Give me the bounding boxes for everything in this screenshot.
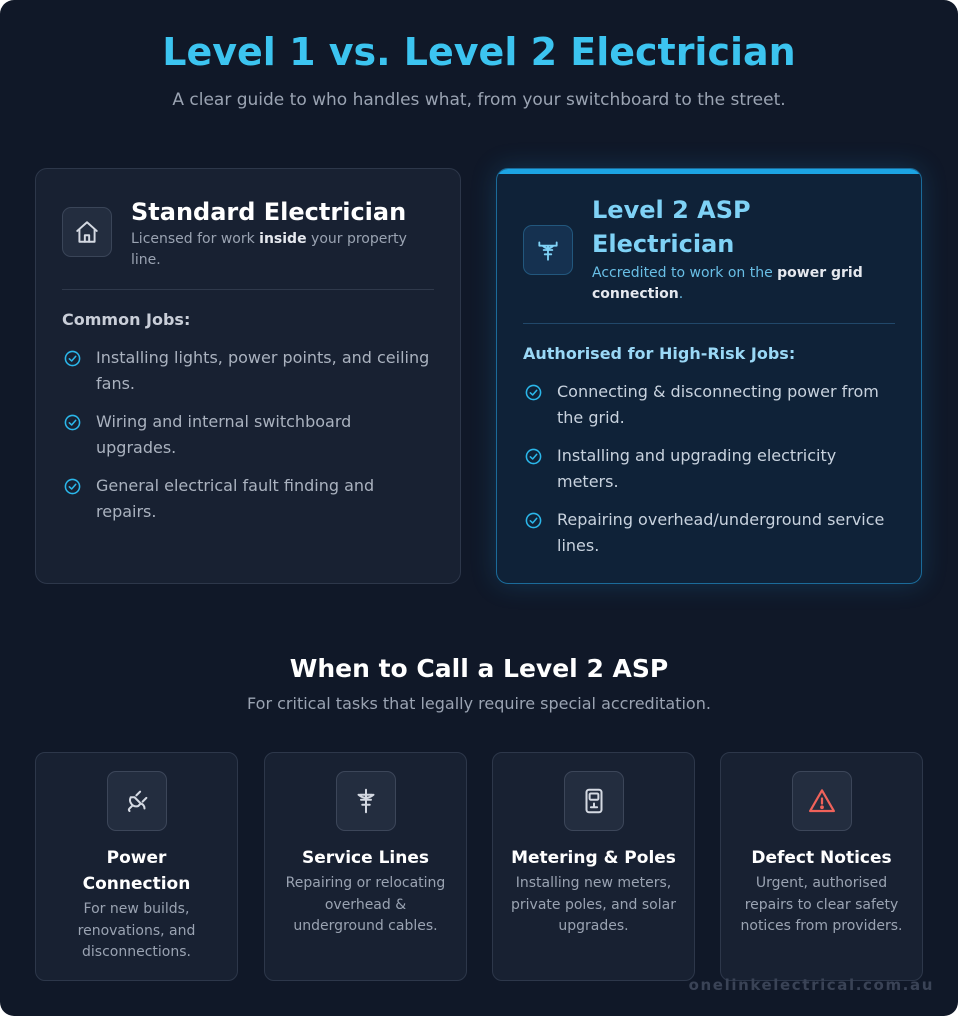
level2-asp-card (496, 168, 922, 584)
tile-name: Metering & Poles (511, 848, 676, 868)
tile-description: Repairing or relocating overhead & underground cables. (285, 875, 446, 934)
list-item: Installing and upgrading electricity meters. (523, 443, 897, 495)
house-icon (62, 207, 112, 257)
tile-description: For new builds, renovations, and disconnections. (77, 901, 196, 960)
check-circle-icon (64, 478, 81, 495)
list-item: Repairing overhead/underground service lines. (523, 507, 897, 559)
tile-defect-notices (720, 752, 923, 981)
accent-bar (497, 169, 921, 174)
section-subtitle: For critical tasks that legally require special accreditation. (247, 694, 711, 713)
tile-service-lines (264, 752, 467, 981)
tile-metering-poles (492, 752, 695, 981)
check-circle-icon (525, 384, 542, 401)
divider (62, 289, 434, 290)
service-line-icon (336, 771, 396, 831)
tile-name: Defect Notices (751, 848, 892, 868)
website-watermark: onelinkelectrical.com.au (688, 976, 934, 994)
common-jobs-list (62, 345, 436, 537)
high-risk-jobs-heading: Authorised for High-Risk Jobs: (523, 344, 796, 363)
high-risk-jobs-list (523, 379, 897, 571)
page-title: Level 1 vs. Level 2 Electrician (162, 30, 796, 74)
standard-card-title: Standard Electrician (131, 198, 407, 226)
standard-electrician-card (35, 168, 461, 584)
asp-card-title: Level 2 ASP Electrician (592, 196, 751, 258)
meter-icon (564, 771, 624, 831)
standard-card-description: Licensed for work inside your property line. (131, 231, 407, 268)
section-title: When to Call a Level 2 ASP (289, 654, 669, 683)
tile-name: Power Connection (82, 848, 191, 894)
divider (523, 323, 895, 324)
plug-icon (107, 771, 167, 831)
warning-icon (792, 771, 852, 831)
list-item: Wiring and internal switchboard upgrades. (62, 409, 436, 461)
check-circle-icon (64, 350, 81, 367)
tile-description: Installing new meters, private poles, and solar upgrades. (511, 875, 676, 934)
page-subtitle: A clear guide to who handles what, from your switchboard to the street. (172, 90, 786, 110)
list-item: Installing lights, power points, and ceiling fans. (62, 345, 436, 397)
asp-card-description: Accredited to work on the power grid connection. (592, 265, 863, 302)
list-item: Connecting & disconnecting power from the grid. (523, 379, 897, 431)
check-circle-icon (64, 414, 81, 431)
tile-name: Service Lines (301, 848, 429, 868)
check-circle-icon (525, 512, 542, 529)
tile-power-connection (35, 752, 238, 981)
check-circle-icon (525, 448, 542, 465)
list-item: General electrical fault finding and repairs. (62, 473, 436, 525)
power-pylon-icon (523, 225, 573, 275)
tile-description: Urgent, authorised repairs to clear safety notices from providers. (740, 875, 903, 934)
common-jobs-heading: Common Jobs: (62, 310, 191, 329)
